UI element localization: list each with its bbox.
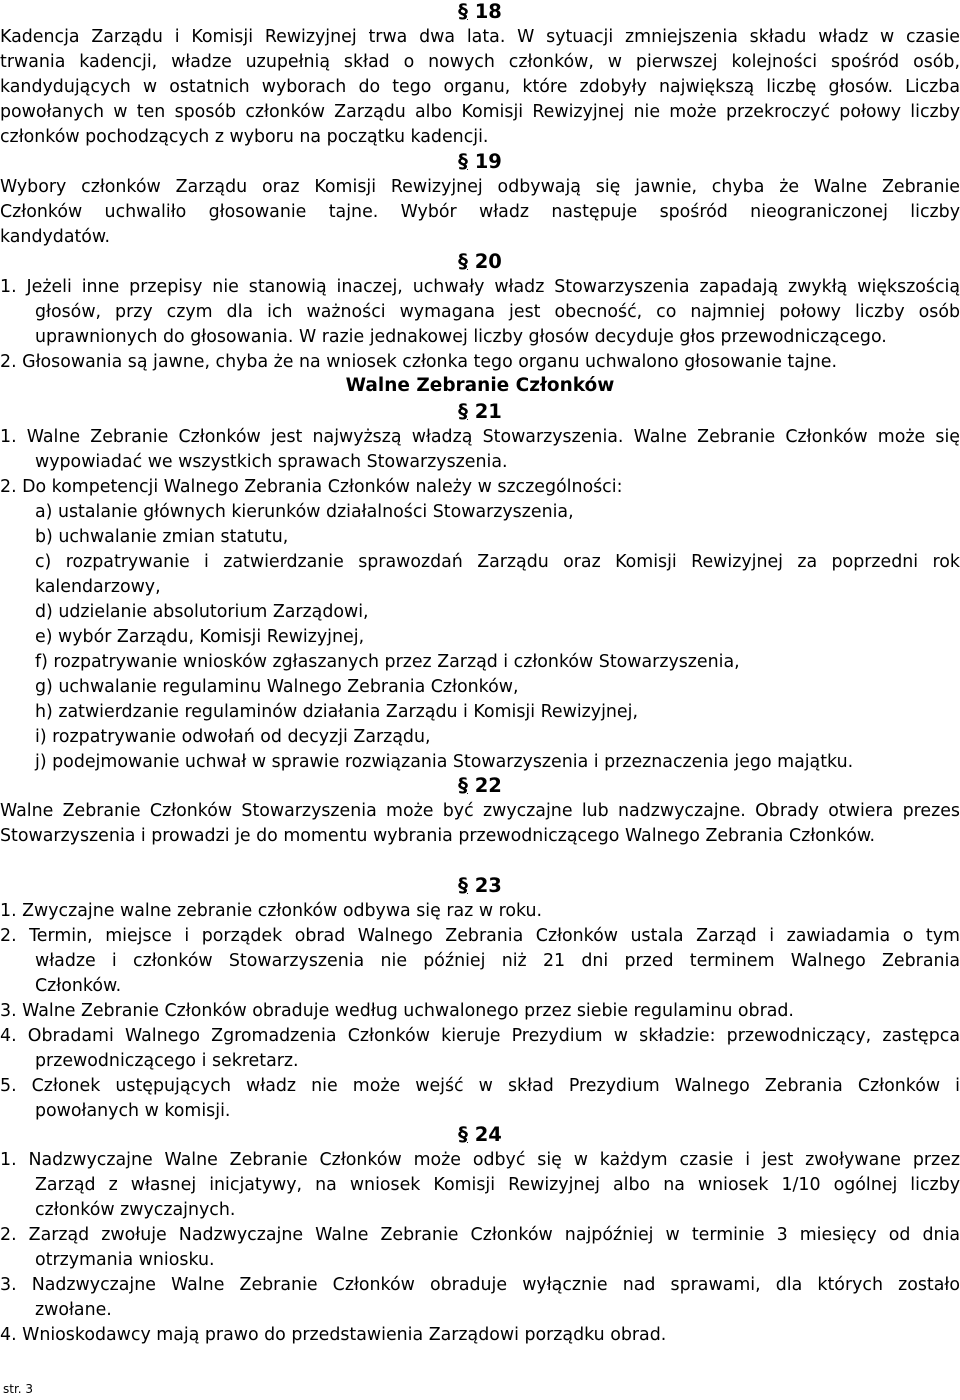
text-line: zwołane.: [35, 1300, 112, 1320]
text-line: f) rozpatrywanie wniosków zgłaszanych przez Zarząd i członków Stowarzyszenia,: [35, 652, 740, 672]
section-heading-s22: § 22: [458, 774, 502, 797]
text-line: 2. Do kompetencji Walnego Zebrania Członków należy w szczególności:: [0, 477, 623, 497]
paragraph-sign: §: [458, 250, 468, 273]
section-heading-s24: § 24: [458, 1123, 502, 1146]
text-line: c) rozpatrywanie i zatwierdzanie sprawozdań Zarządu oraz Komisji Rewizyjnej za poprzedni rok: [35, 552, 960, 572]
text-line: głosów, przy czym dla ich ważności wymagana jest obecność, co najmniej połowy liczby osób: [35, 302, 960, 322]
text-line: Walne Zebranie Członków Stowarzyszenia może być zwyczajne lub nadzwyczajne. Obrady otwiera prezes: [0, 801, 960, 821]
text-line: trwania kadencji, władze uzupełnią skład o nowych członków, w pierwszej kolejności spośród osób,: [0, 52, 960, 72]
paragraph-sign: §: [458, 874, 468, 897]
text-line: a) ustalanie głównych kierunków działalności Stowarzyszenia,: [35, 502, 574, 522]
text-line: kandydujących w ostatnich wyborach do tego organu, które zdobyły największą liczbę głosów. Liczba: [0, 77, 960, 97]
text-line: powołanych w komisji.: [35, 1101, 231, 1121]
text-line: otrzymania wniosku.: [35, 1250, 215, 1270]
text-line: Wybory członków Zarządu oraz Komisji Rewizyjnej odbywają się jawnie, chyba że Walne Zebranie: [0, 177, 960, 197]
page-number: str. 3: [3, 1382, 34, 1396]
text-line: uprawnionych do głosowania. W razie jednakowej liczby głosów decyduje głos przewodniczącego.: [35, 327, 887, 347]
paragraph-sign: §: [458, 1123, 468, 1146]
text-line: kandydatów.: [0, 227, 111, 247]
text-line: Członków.: [35, 976, 122, 996]
paragraph-sign: §: [458, 150, 468, 173]
paragraph-sign: §: [458, 0, 468, 23]
text-line: 1. Zwyczajne walne zebranie członków odbywa się raz w roku.: [0, 901, 543, 921]
text-line: 2. Głosowania są jawne, chyba że na wniosek członka tego organu uchwalono głosowanie tajne.: [0, 352, 837, 372]
text-line: d) udzielanie absolutorium Zarządowi,: [35, 602, 369, 622]
text-line: i) rozpatrywanie odwołań od decyzji Zarządu,: [35, 727, 431, 747]
text-line: 3. Walne Zebranie Członków obraduje według uchwalonego przez siebie regulaminu obrad.: [0, 1001, 794, 1021]
paragraph-sign: §: [458, 774, 468, 797]
text-line: 2. Termin, miejsce i porządek obrad Walnego Zebrania Członków ustala Zarząd i zawiadamia o tym: [0, 926, 960, 946]
text-line: kalendarzowy,: [35, 577, 161, 597]
section-heading-s21: § 21: [458, 400, 502, 423]
text-line: Członków uchwaliło głosowanie tajne. Wybór władz następuje spośród nieograniczonej liczby: [0, 202, 960, 222]
section-heading-s20: § 20: [458, 250, 502, 273]
text-line: członków zwyczajnych.: [35, 1200, 236, 1220]
text-line: powołanych w ten sposób członków Zarządu albo Komisji Rewizyjnej nie może przekroczyć połowy liczby: [0, 102, 960, 122]
text-line: władze i członków Stowarzyszenia nie później niż 21 dni przed terminem Walnego Zebrania: [35, 951, 960, 971]
text-line: 2. Zarząd zwołuje Nadzwyczajne Walne Zebranie Członków najpóźniej w terminie 3 miesięcy od dnia: [0, 1225, 960, 1245]
text-line: Zarząd z własnej inicjatywy, na wniosek Komisji Rewizyjnej albo na wniosek 1/10 ogólnej liczby: [35, 1175, 960, 1195]
text-line: 1. Walne Zebranie Członków jest najwyższą władzą Stowarzyszenia. Walne Zebranie Członków może się: [0, 427, 960, 447]
text-line: Kadencja Zarządu i Komisji Rewizyjnej trwa dwa lata. W sytuacji zmniejszenia składu władz w czasie: [0, 27, 960, 47]
chapter-heading-walne-zebranie: Walne Zebranie Członków: [345, 375, 615, 396]
text-line: g) uchwalanie regulaminu Walnego Zebrania Członków,: [35, 677, 519, 697]
section-heading-s18: § 18: [458, 0, 502, 23]
text-line: Stowarzyszenia i prowadzi je do momentu wybrania przewodniczącego Walnego Zebrania Członków.: [0, 826, 876, 846]
section-heading-s23: § 23: [458, 874, 502, 897]
text-line: e) wybór Zarządu, Komisji Rewizyjnej,: [35, 627, 365, 647]
text-line: j) podejmowanie uchwał w sprawie rozwiązania Stowarzyszenia i przeznaczenia jego majątku.: [35, 752, 854, 772]
section-heading-s19: § 19: [458, 150, 502, 173]
text-line: 4. Obradami Walnego Zgromadzenia Członków kieruje Prezydium w składzie: przewodniczący, zastępca: [0, 1026, 960, 1046]
paragraph-sign: §: [458, 400, 468, 423]
text-line: 1. Jeżeli inne przepisy nie stanowią inaczej, uchwały władz Stowarzyszenia zapadają zwykłą większością: [0, 277, 960, 297]
text-line: b) uchwalanie zmian statutu,: [35, 527, 289, 547]
text-line: h) zatwierdzanie regulaminów działania Zarządu i Komisji Rewizyjnej,: [35, 702, 638, 722]
text-line: 4. Wnioskodawcy mają prawo do przedstawienia Zarządowi porządku obrad.: [0, 1325, 667, 1345]
text-line: członków pochodzących z wyboru na początku kadencji.: [0, 127, 489, 147]
text-line: 5. Członek ustępujących władz nie może wejść w skład Prezydium Walnego Zebrania Członków i: [0, 1076, 960, 1096]
text-line: 3. Nadzwyczajne Walne Zebranie Członków obraduje wyłącznie nad sprawami, dla których zostało: [0, 1275, 960, 1295]
text-line: wypowiadać we wszystkich sprawach Stowarzyszenia.: [35, 452, 508, 472]
text-line: przewodniczącego i sekretarz.: [35, 1051, 299, 1071]
text-line: 1. Nadzwyczajne Walne Zebranie Członków może odbyć się w każdym czasie i jest zwoływane przez: [0, 1150, 960, 1170]
